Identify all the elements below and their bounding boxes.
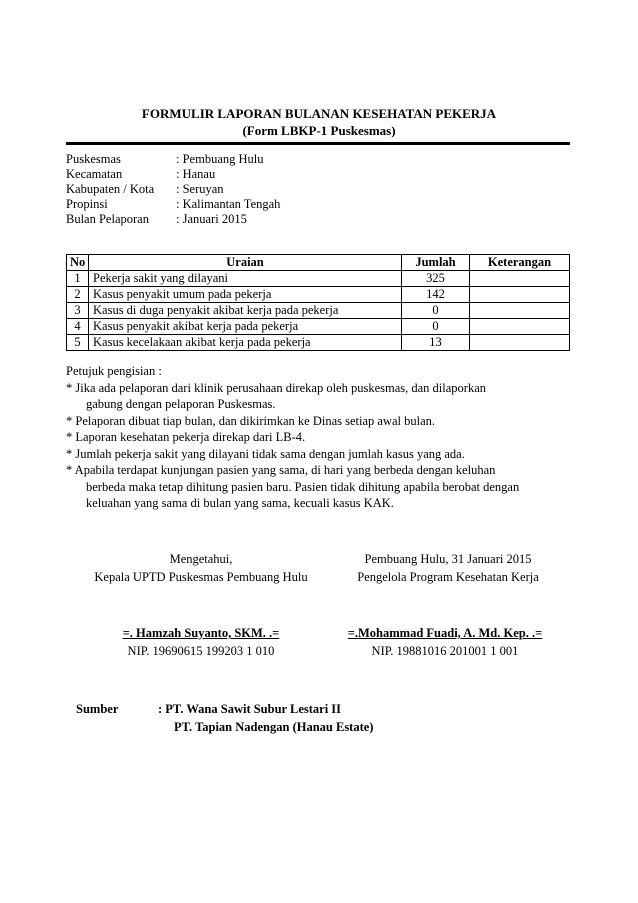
identity-label: Bulan Pelaporan (66, 212, 149, 226)
document-subtitle: (Form LBKP-1 Puskesmas) (242, 123, 396, 138)
identity-value: : Seruyan (176, 182, 224, 196)
cell-jumlah: 13 (402, 335, 470, 351)
cell-jumlah: 0 (402, 319, 470, 335)
cell-jumlah: 142 (402, 287, 470, 303)
instruction-line: berbeda maka tetap dihitung pasien baru. Pasien tidak dihitung apabila berobat dengan (86, 479, 520, 494)
cell-uraian: Kasus di duga penyakit akibat kerja pada pekerja (89, 303, 402, 319)
cell-uraian: Kasus penyakit umum pada pekerja (89, 287, 402, 303)
cell-uraian: Kasus penyakit akibat kerja pada pekerja (89, 319, 402, 335)
source-label: Sumber (76, 702, 119, 716)
instruction-line: keluahan yang sama di bulan yang sama, kecuali kasus KAK. (86, 496, 394, 510)
signature-left-name-block (66, 624, 336, 660)
sig-right-line2: Pengelola Program Kesehatan Kerja (357, 570, 539, 584)
identity-value: : Kalimantan Tengah (176, 197, 281, 211)
cell-no: 2 (67, 287, 89, 303)
signature-left-heading (66, 550, 336, 586)
identity-row (66, 152, 280, 167)
cell-no: 3 (67, 303, 89, 319)
identity-block (66, 152, 280, 227)
table-row (67, 303, 570, 319)
sig-left-line1: Mengetahui, (169, 552, 233, 566)
cell-keterangan (470, 303, 570, 319)
table-row (67, 335, 570, 351)
document-title: FORMULIR LAPORAN BULANAN KESEHATAN PEKERJA (141, 106, 497, 121)
cell-keterangan (470, 287, 570, 303)
identity-label: Puskesmas (66, 152, 121, 166)
cell-jumlah: 0 (402, 303, 470, 319)
source-line2: PT. Tapian Nadengan (Hanau Estate) (174, 720, 374, 734)
instructions (66, 363, 570, 512)
instruction-line: * Jika ada pelaporan dari klinik perusahaan direkap oleh puskesmas, dan dilaporkan (66, 380, 487, 395)
header-keterangan: Keterangan (470, 255, 570, 271)
cell-keterangan (470, 335, 570, 351)
identity-row (66, 197, 280, 212)
identity-label: Propinsi (66, 197, 108, 211)
identity-value: : Pembuang Hulu (176, 152, 264, 166)
header-no: No (67, 255, 89, 271)
table-row (67, 287, 570, 303)
signature-right-name-block (320, 624, 570, 660)
report-table (66, 254, 570, 351)
identity-row (66, 212, 280, 227)
source-line1: : PT. Wana Sawit Subur Lestari II (158, 702, 342, 716)
cell-no: 5 (67, 335, 89, 351)
cell-uraian: Kasus kecelakaan akibat kerja pada pekerja (89, 335, 402, 351)
header-jumlah: Jumlah (402, 255, 470, 271)
sig-left-nip: NIP. 19690615 199203 1 010 (127, 644, 275, 658)
instruction-line: * Laporan kesehatan pekerja direkap dari LB-4. (66, 430, 306, 444)
signature-right-heading (328, 550, 568, 586)
table-header-row (67, 255, 570, 271)
instruction-line: * Apabila terdapat kunjungan pasien yang sama, di hari yang berbeda dengan keluhan (66, 463, 496, 477)
cell-no: 1 (67, 271, 89, 287)
instruction-line: * Pelaporan dibuat tiap bulan, dan dikirimkan ke Dinas setiap awal bulan. (66, 413, 436, 428)
identity-label: Kecamatan (66, 167, 123, 181)
identity-label: Kabupaten / Kota (66, 182, 155, 196)
instruction-line: gabung dengan pelaporan Puskesmas. (86, 397, 276, 411)
sig-right-nip: NIP. 19881016 201001 1 001 (371, 644, 519, 658)
identity-value: : Januari 2015 (176, 212, 247, 226)
table-row (67, 319, 570, 335)
sig-left-line2: Kepala UPTD Puskesmas Pembuang Hulu (94, 570, 308, 584)
header-uraian: Uraian (89, 255, 402, 271)
sig-right-name: =.Mohammad Fuadi, A. Md. Kep. .= (347, 626, 543, 640)
cell-keterangan (470, 319, 570, 335)
cell-keterangan (470, 271, 570, 287)
sig-right-line1: Pembuang Hulu, 31 Januari 2015 (364, 552, 532, 566)
identity-value: : Hanau (176, 167, 216, 181)
cell-no: 4 (67, 319, 89, 335)
cell-jumlah: 325 (402, 271, 470, 287)
cell-uraian: Pekerja sakit yang dilayani (89, 271, 402, 287)
sig-left-name: =. Hamzah Suyanto, SKM. .= (122, 626, 280, 640)
instruction-line: * Jumlah pekerja sakit yang dilayani tidak sama dengan jumlah kasus yang ada. (66, 446, 465, 461)
title-divider (66, 142, 570, 145)
identity-row (66, 182, 280, 197)
instructions-heading: Petujuk pengisian : (66, 364, 162, 378)
table-row (67, 271, 570, 287)
identity-row (66, 167, 280, 182)
source-block (76, 700, 373, 736)
